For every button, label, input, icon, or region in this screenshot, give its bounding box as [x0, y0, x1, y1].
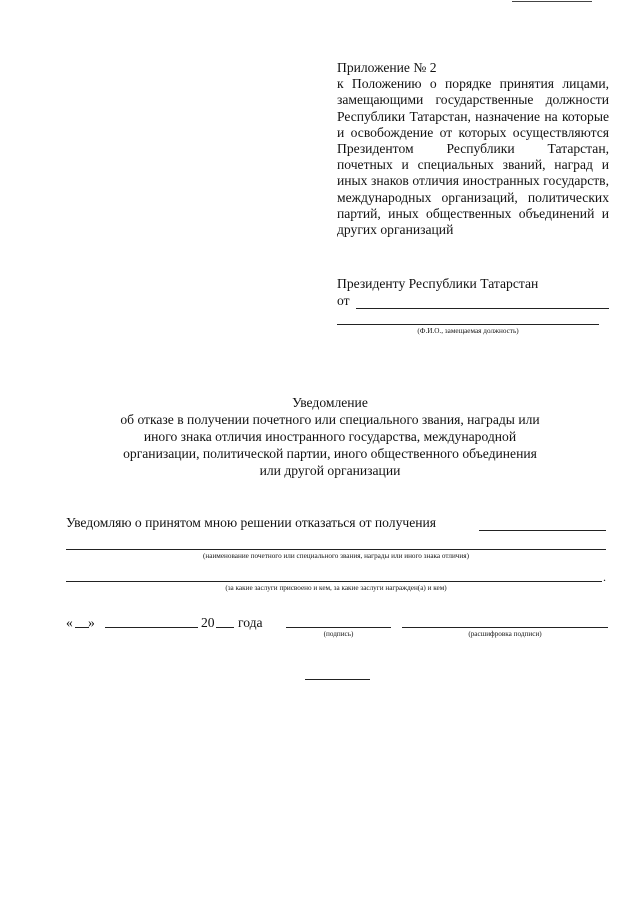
decoding-line	[402, 627, 608, 628]
signature-caption: (подпись)	[323, 630, 354, 638]
year-prefix: 20	[201, 615, 215, 630]
decoding-caption: (расшифровка подписи)	[468, 630, 542, 638]
addressee-to: Президенту Республики Татарстан	[337, 276, 539, 291]
month-blank-line	[105, 627, 198, 628]
merits-line	[66, 581, 602, 582]
statement-row	[66, 514, 606, 531]
day-close-quote: »	[88, 615, 95, 630]
day-open-quote: «	[66, 615, 73, 630]
award-name-caption: (наименование почетного или специального звания, награды или иного знака отличия)	[203, 552, 469, 560]
statement-fill-line	[479, 530, 606, 531]
year-suffix: года	[238, 615, 263, 630]
award-name-line	[66, 549, 606, 550]
footer-rule	[305, 679, 370, 680]
appendix-title: Приложение № 2	[337, 60, 437, 75]
from-row	[337, 293, 609, 310]
addressee-caption: (Ф.И.О., замещаемая должность)	[417, 327, 519, 335]
signature-line	[286, 627, 391, 628]
notice-subtitle: об отказе в получении почетного или специального звания, награды или иного знака отличия иностранного государства, международной организации, политической партии, иного общественного объединения или другой организации	[120, 412, 540, 478]
from-label: от	[337, 292, 350, 308]
merits-caption: (за какие заслуги присвоено и кем, за какие заслуги награжден(а) и кем)	[225, 584, 447, 592]
day-blank-line	[75, 627, 89, 628]
notice-block	[120, 394, 540, 479]
appendix-block	[337, 60, 609, 238]
notice-title: Уведомление	[292, 395, 368, 410]
corner-rule	[512, 1, 592, 2]
merits-end-mark: .	[603, 570, 606, 584]
statement-text: Уведомляю о принятом мною решении отказаться от получения	[66, 515, 437, 530]
appendix-text: к Положению о порядке принятия лицами, замещающими государственные должности Республики Татарстан, назначение на которые и освобождение от которых осуществляются Президентом Республики Татарстан, почетных и специальных званий, наград и иных знаков отличия иностранных государств, международных организаций, политических партий, иных общественных объединений и других организаций	[337, 76, 609, 238]
addressee-second-line	[337, 324, 599, 325]
from-fill-line	[356, 294, 609, 309]
addressee-block	[337, 276, 609, 309]
year-blank-line	[216, 627, 234, 628]
